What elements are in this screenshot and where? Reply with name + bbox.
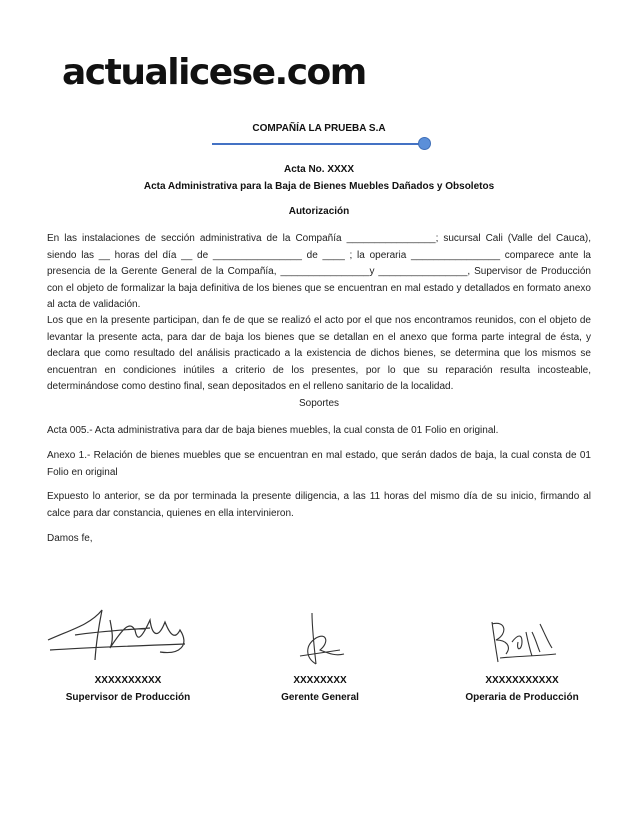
- section-authorization: Autorización: [288, 206, 350, 217]
- paragraph-closing: Expuesto lo anterior, se da por terminada la presente diligencia, a las 11 horas del mismo día de su inicio, firmando al calce para dar constancia, quienes en ella intervinieron.: [47, 491, 591, 519]
- acta-number: Acta No. XXXX: [283, 164, 355, 175]
- signature-block-manager: [240, 672, 400, 706]
- paragraph-intro: En las instalaciones de sección administrativa de la Compañía ________________; sucursal Cali (Valle del Cauca), siendo las __ horas del día __ de ________________ de ____ ; la operaria ________________ comparece ante la presencia de la Gerente General de la Compañía, ________________y ________________, Supervisor de Producción con el objeto de formalizar la baja definitiva de los bienes que se encuentran en mal estado y detallados en formato anexo al acta de validación.: [47, 233, 591, 310]
- paragraph-anexo: Anexo 1.- Relación de bienes muebles que se encuentran en mal estado, que serán dados de baja, la cual consta de 01 Folio en original: [47, 450, 591, 478]
- signature-name: XXXXXXXXXXX: [485, 675, 559, 686]
- signature-role: Operaria de Producción: [465, 692, 579, 703]
- signature-role: Supervisor de Producción: [65, 692, 191, 703]
- signature-block-supervisor: [48, 672, 208, 706]
- paragraph-acta: Acta 005.- Acta administrativa para dar de baja bienes muebles, la cual consta de 01 Folio en original.: [47, 425, 499, 436]
- section-supports: Soportes: [298, 398, 340, 409]
- acta-title: Acta Administrativa para la Baja de Bienes Muebles Dañados y Obsoletos: [143, 181, 495, 192]
- signature-name: XXXXXXXX: [293, 675, 347, 686]
- site-logo: actualicese.com: [62, 52, 366, 93]
- signature-block-operator: [432, 672, 612, 706]
- header-rule: [212, 143, 424, 145]
- signature-name: XXXXXXXXXX: [94, 675, 162, 686]
- signature-role: Gerente General: [281, 692, 359, 703]
- signature-supervisor-icon: [40, 600, 200, 670]
- company-name: COMPAÑÍA LA PRUEBA S.A: [252, 123, 386, 134]
- header-dot: [418, 137, 431, 150]
- signature-operator-icon: [482, 612, 562, 670]
- signature-manager-icon: [290, 608, 350, 670]
- paragraph-participants: Los que en la presente participan, dan fe de que se realizó el acto por el que nos encontramos reunidos, con el objeto de levantar la presente acta, para dar de baja los bienes que se detallan en el anexo que forma parte integral de ésta, y declara que como resultado del análisis practicado a la existencia de dichos bienes, se determina que los mismos se encuentran en condiciones inútiles a criterio de los presentes, por lo que su reparación resulta incosteable, determinándose como destino final, sean depositados en el relleno sanitario de la localidad.: [47, 315, 591, 392]
- paragraph-damos-fe: Damos fe,: [47, 533, 93, 544]
